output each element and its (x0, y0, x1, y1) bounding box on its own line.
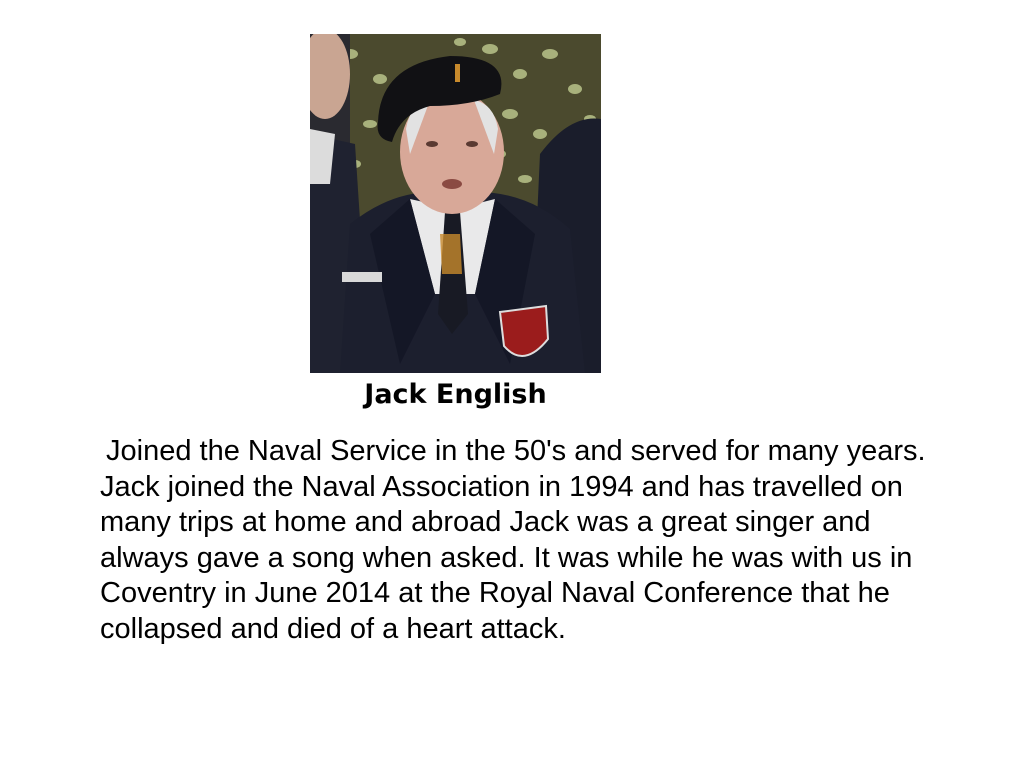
tie-pin (440, 234, 462, 274)
left-eye (426, 141, 438, 147)
beret-anchor-icon (455, 64, 460, 82)
portrait-illustration (310, 34, 601, 373)
portrait-photo (310, 34, 601, 373)
name-tag (342, 272, 382, 282)
right-eye (466, 141, 478, 147)
mouth (442, 179, 462, 189)
person-name: Jack English (364, 379, 547, 410)
biography-text: Joined the Naval Service in the 50's and served for many years. Jack joined the Naval Association in 1994 and has travelled on many trips at home and abroad Jack was a great singer and always gave a song when asked. It was while he was with us in Coventry in June 2014 at the Royal Naval Conference that he collapsed and died of a heart attack. (100, 435, 926, 645)
